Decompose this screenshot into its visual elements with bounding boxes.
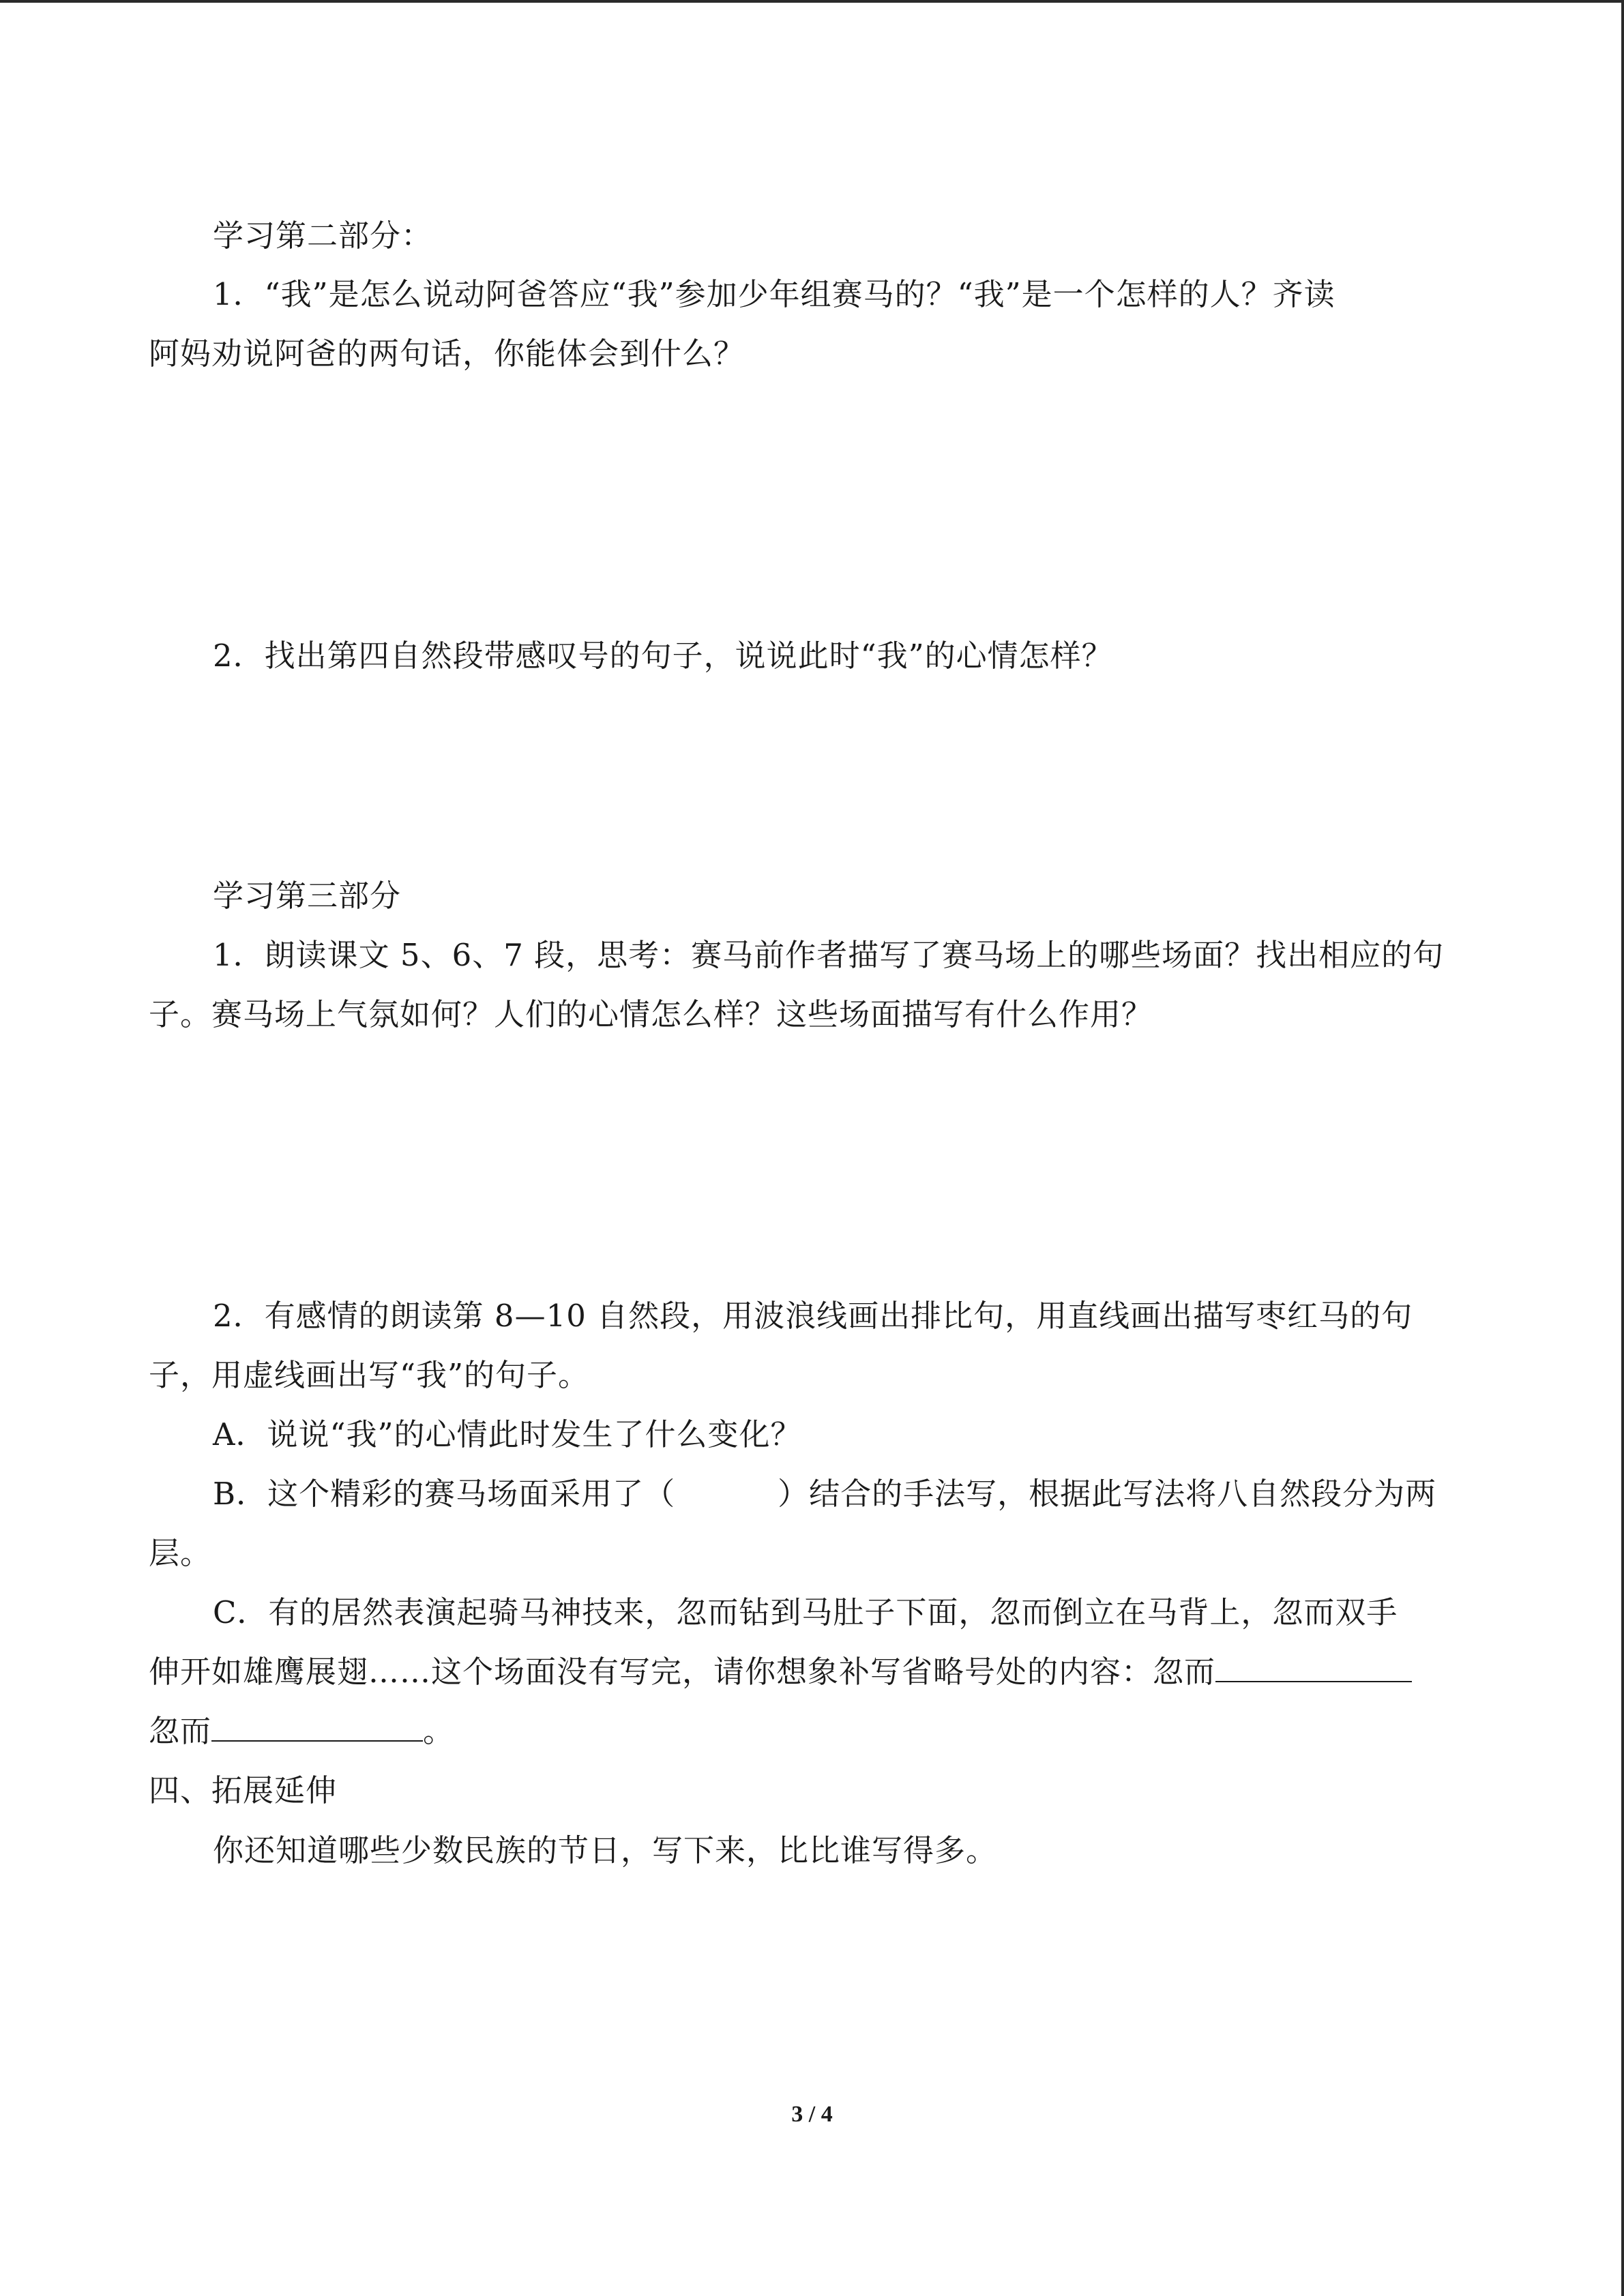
part3-c-line1: C．有的居然表演起骑马神技来，忽而钻到马肚子下面，忽而倒立在马背上，忽而双手 [213,1594,1398,1630]
part3-q2-line1: 2．有感情的朗读第 8—10 自然段，用波浪线画出排比句，用直线画出描写枣红马的句 [213,1298,1413,1334]
part2-q2: 2．找出第四自然段带感叹号的句子，说说此时“我”的心情怎样？ [213,638,1113,674]
part3-b-after: ）结合的手法写，根据此写法将八自然段分为两 [778,1476,1437,1512]
part4-heading: 四、拓展延伸 [149,1772,338,1808]
part3-b-line2: 层。 [149,1535,212,1571]
part4-text: 你还知道哪些少数民族的节日，写下来，比比谁写得多。 [213,1832,998,1868]
part3-c-line2-text: 伸开如雄鹰展翅……这个场面没有写完，请你想象补写省略号处的内容：忽而 [149,1654,1216,1690]
page-number: 3 / 4 [791,2102,833,2127]
part3-c-line2 [149,1652,1412,1693]
part3-q1-line1: 1．朗读课文 5、6、7 段，思考：赛马前作者描写了赛马场上的哪些场面？找出相应的句 [213,937,1445,973]
part3-c-line3-start: 忽而 [149,1713,212,1749]
part3-b-line1 [213,1474,1436,1515]
part3-heading: 学习第三部分 [213,878,402,914]
fill-blank-2[interactable] [211,1712,423,1742]
part3-q1-line2: 子。赛马场上气氛如何？人们的心情怎么样？这些场面描写有什么作用？ [149,996,1153,1032]
part3-q2-line2: 子，用虚线画出写“我”的句子。 [149,1357,590,1393]
part2-q1-line1: 1．“我”是怎么说动阿爸答应“我”参加少年组赛马的？“我”是一个怎样的人？齐读 [213,276,1335,312]
fill-blank-1[interactable] [1215,1652,1412,1682]
page-top-border [0,0,1624,3]
part3-c-line3-end: 。 [423,1713,455,1749]
part2-heading: 学习第二部分： [213,218,433,254]
part3-c-line3 [149,1711,454,1752]
part2-q1-line2: 阿妈劝说阿爸的两句话，你能体会到什么？ [149,336,745,372]
part3-a: A．说说“我”的心情此时发生了什么变化？ [213,1416,802,1452]
part3-b-before: B．这个精彩的赛马场面采用了（ [213,1476,676,1512]
page-right-border [1621,0,1624,2296]
